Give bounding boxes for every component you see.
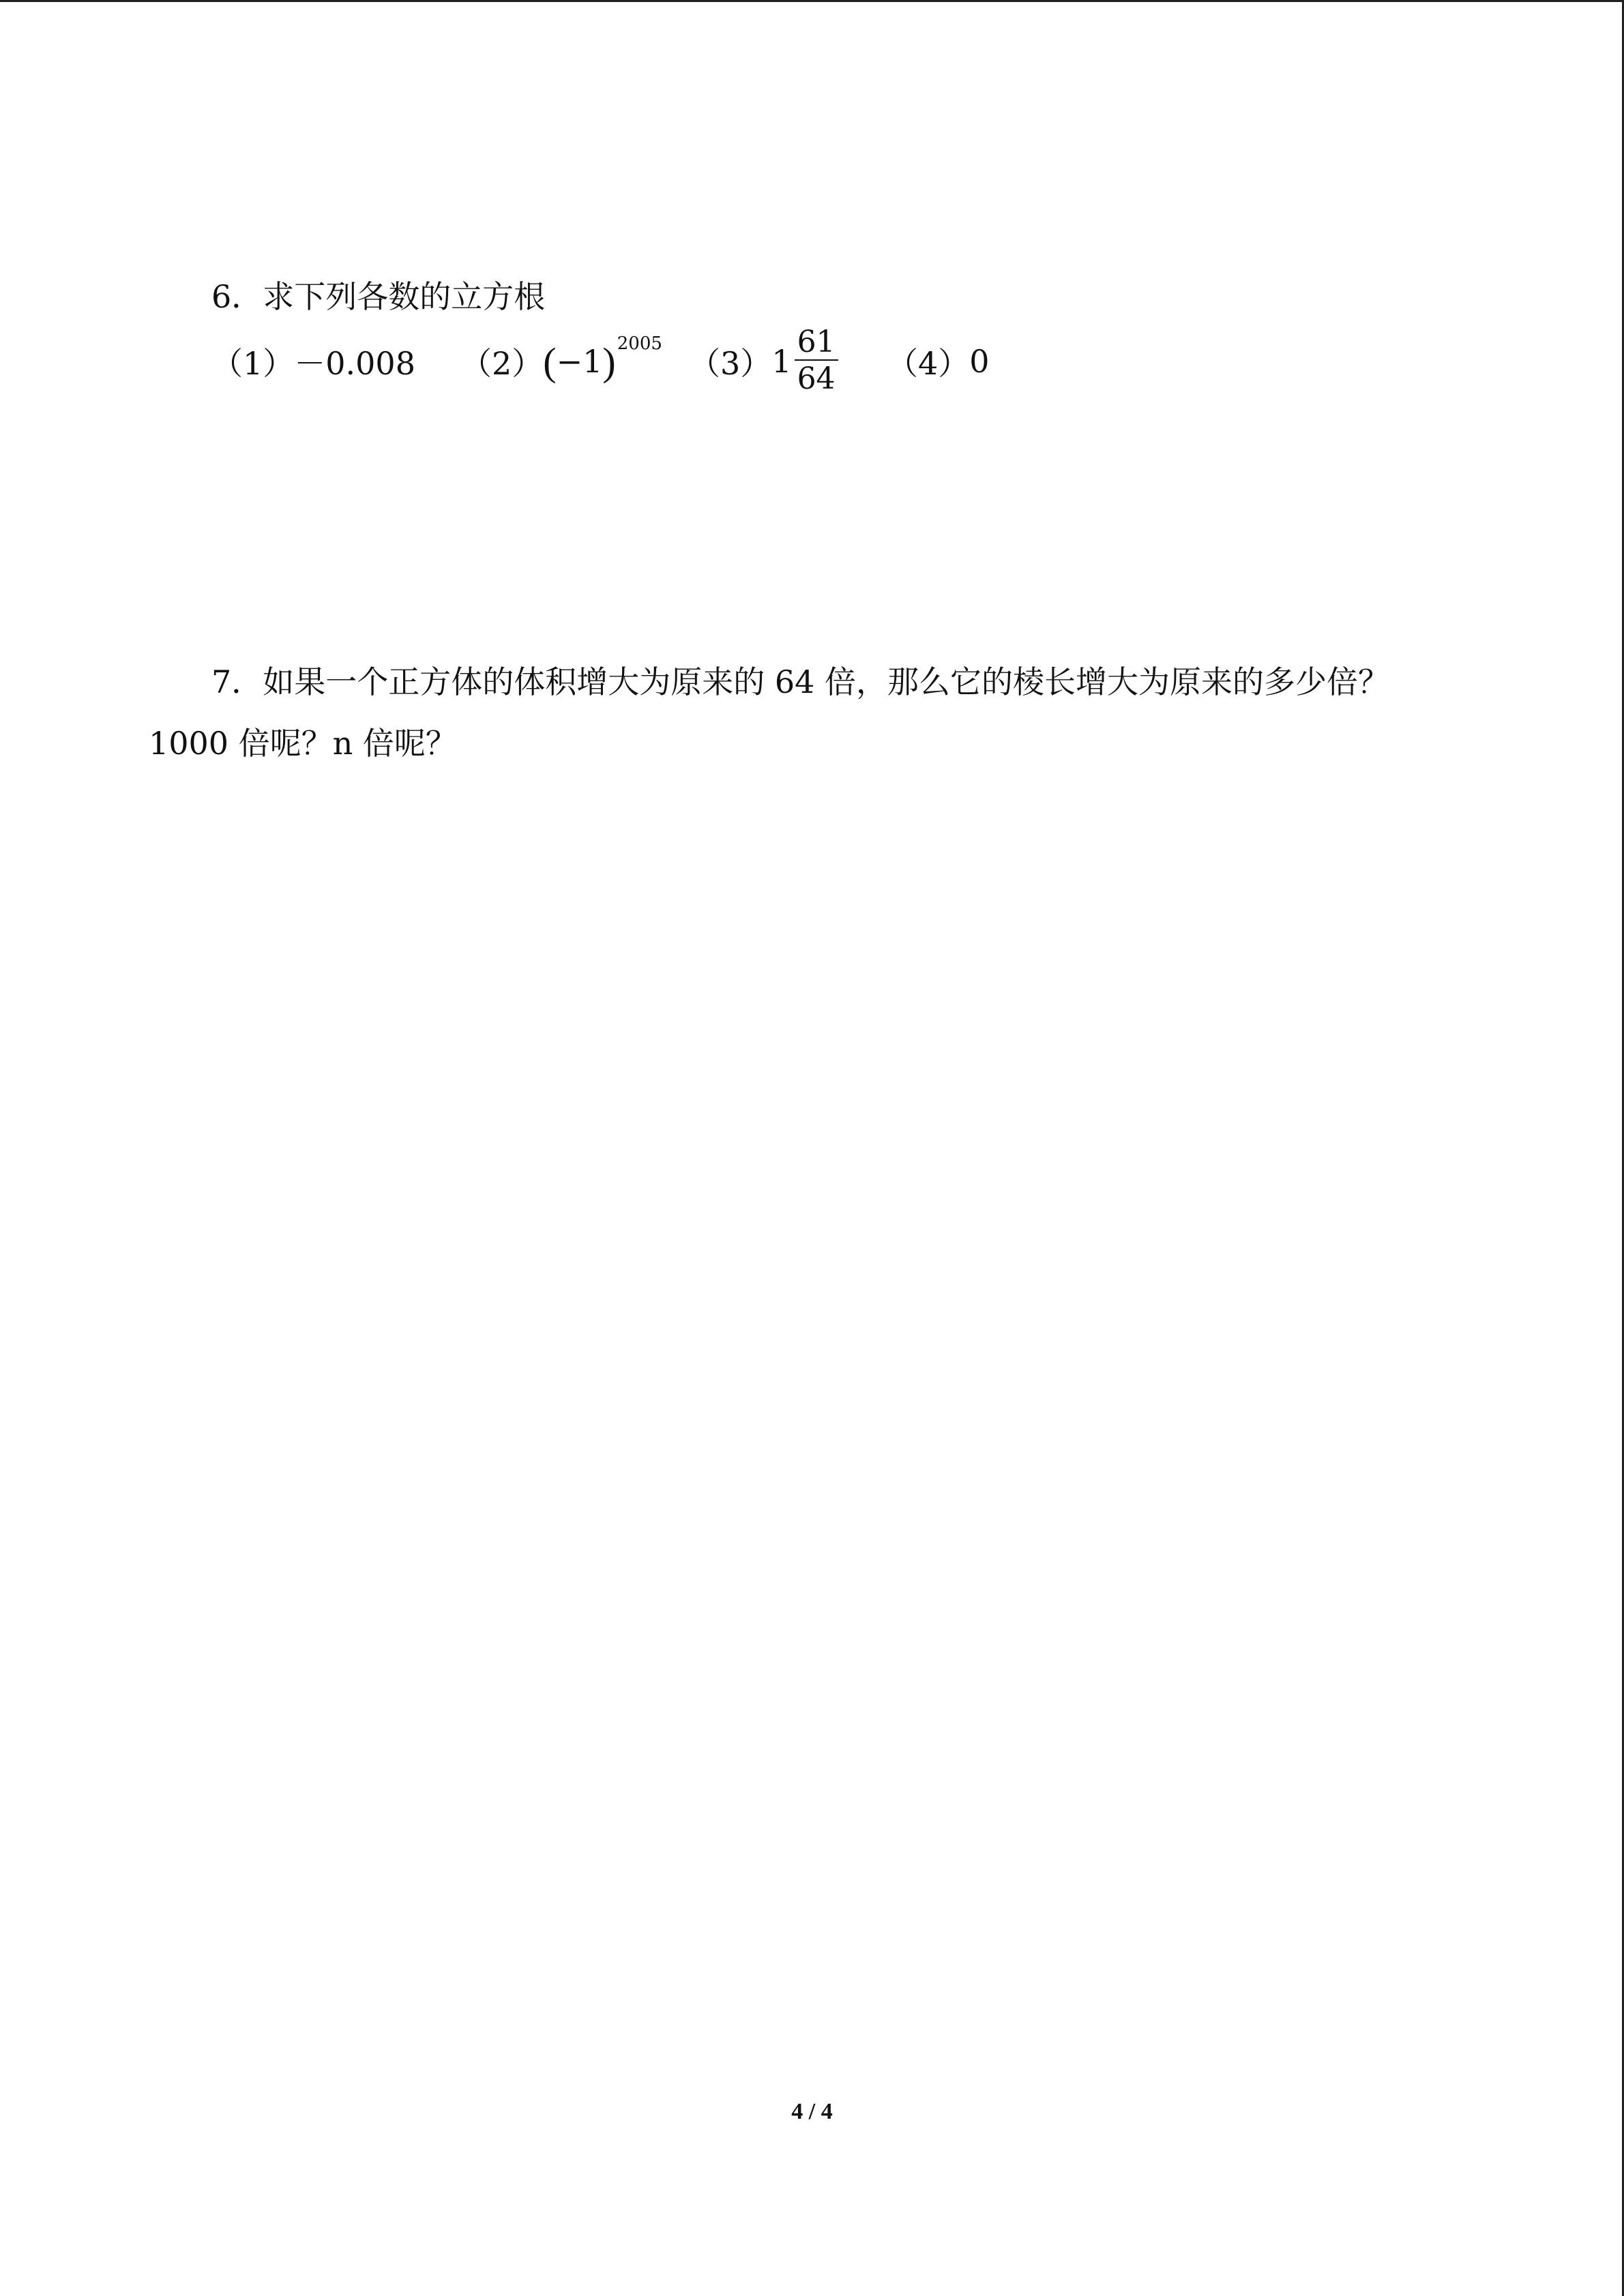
subitem-3-numerator: 61 [795,325,838,361]
subitem-3-label: （3） [689,345,772,382]
subitem-1-value: －0.008 [294,345,415,382]
subitem-3-whole: 1 [771,343,792,380]
subitem-2 [460,324,662,399]
subitem-2-close-paren: ) [602,339,616,384]
subitem-2-open-paren: ( [543,339,557,384]
subitem-3-denominator: 64 [797,361,836,396]
subitem-3 [689,324,838,399]
page-number: 4 / 4 [791,2099,833,2124]
subitem-4-label: （4） [887,345,970,382]
subitem-2-base: −1 [556,343,603,380]
subitem-2-label: （2） [460,345,544,382]
subitem-4-value: 0 [969,343,990,380]
subitem-2-exponent: 2005 [617,333,662,354]
subitem-1-label: （1） [211,345,295,382]
question-6-heading: 6．求下列各数的立方根 [211,278,546,315]
subitem-4 [887,324,990,399]
subitem-3-fraction [795,325,838,398]
question-7-line-1: 7．如果一个正方体的体积增大为原来的 64 倍，那么它的棱长增大为原来的多少倍？ [211,664,1390,700]
subitem-1 [211,324,415,399]
question-7-line-2: 1000 倍呢？n 倍呢？ [149,725,457,762]
